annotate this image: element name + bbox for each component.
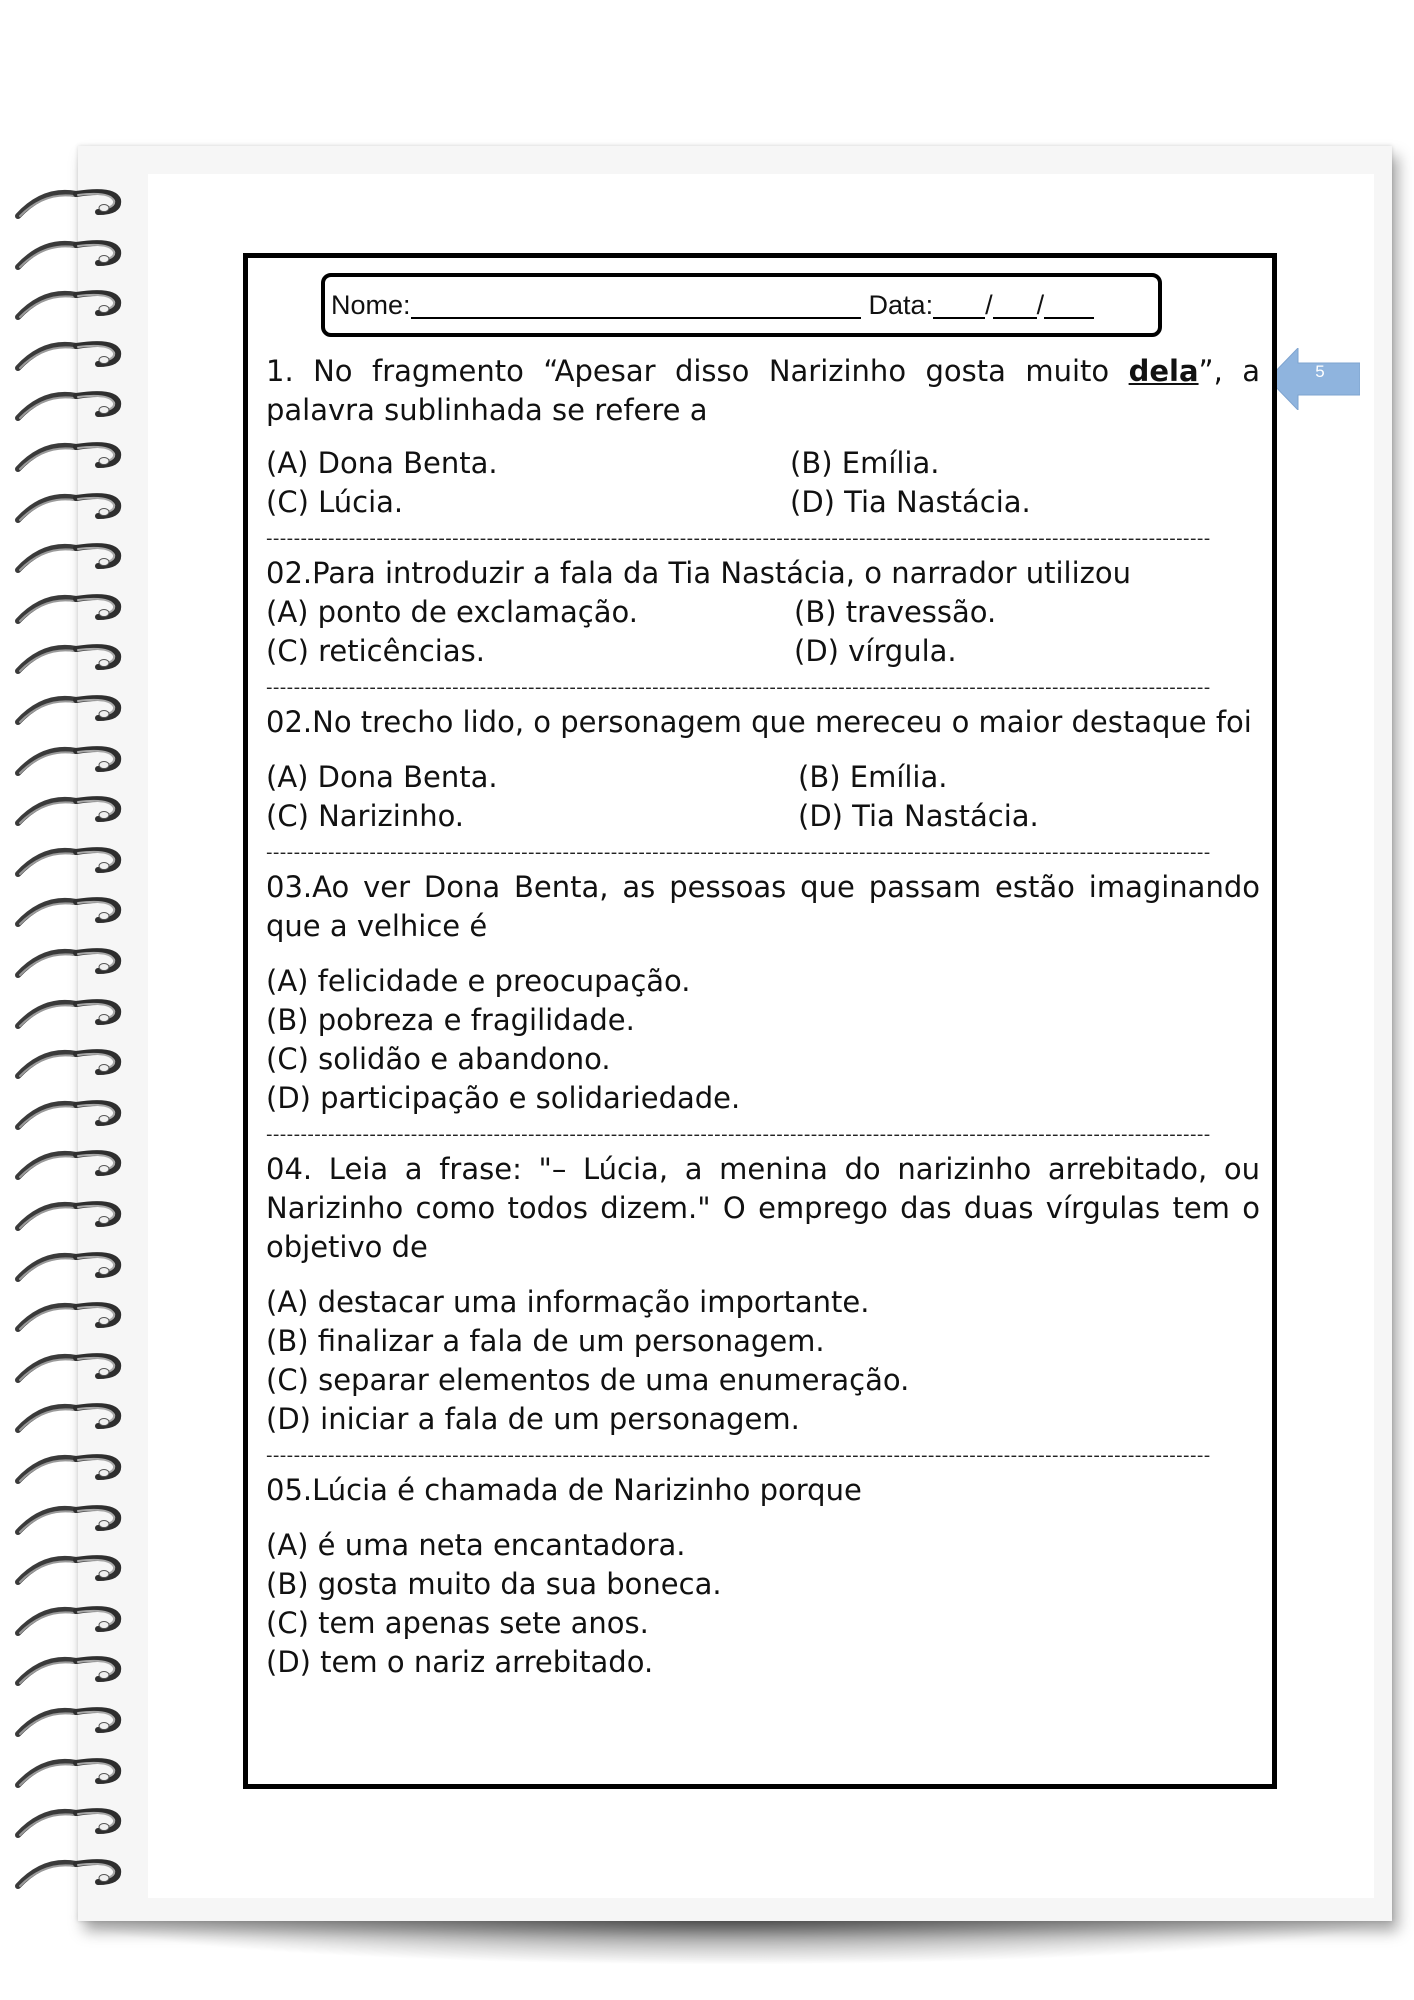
question-1 [266,352,1260,522]
spiral-coil [14,388,132,428]
spiral-coil [14,540,132,580]
spiral-coil [14,1299,132,1339]
spiral-coil [14,844,132,884]
question-text-part: ”, a palavra sublinhada se refere a [266,354,1261,427]
dashed-separator [266,844,1260,862]
spiral-coil [14,1856,132,1896]
question-text-part: 1. No fragmento “Apesar disso Narizinho gosta muito [266,354,1129,388]
date-month-field[interactable] [993,291,1037,319]
spiral-coil [14,1046,132,1086]
spiral-coil [14,1451,132,1491]
option-a[interactable]: (A) Dona Benta. [266,446,498,480]
option-d[interactable]: (D) Tia Nastácia. [798,799,1039,833]
spiral-binding [14,186,134,1886]
question-2 [266,554,1260,671]
option-b[interactable]: (B) Emília. [798,760,948,794]
option-c[interactable]: (C) Narizinho. [266,799,465,833]
option-b[interactable]: (B) Emília. [790,446,940,480]
option-a[interactable]: (A) é uma neta encantadora. [266,1528,686,1562]
spiral-coil [14,1805,132,1845]
dashed-separator [266,679,1260,697]
option-d[interactable]: (D) tem o nariz arrebitado. [266,1645,654,1679]
option-c[interactable]: (C) Lúcia. [266,485,404,519]
spiral-coil [14,1198,132,1238]
answer-options [266,1526,1260,1682]
spiral-coil [14,1249,132,1289]
student-header [321,273,1162,337]
option-row [266,483,1260,522]
spiral-coil [14,793,132,833]
underlined-word: dela [1128,354,1199,388]
option-row [266,593,1260,632]
option-c[interactable]: (C) reticências. [266,634,485,668]
option-c[interactable]: (C) solidão e abandono. [266,1042,611,1076]
spiral-coil [14,338,132,378]
spiral-coil [14,1097,132,1137]
option-d[interactable]: (D) vírgula. [794,634,957,668]
question-6 [266,1471,1260,1682]
spiral-coil [14,490,132,530]
option-row [266,797,1260,836]
question-text: 02.No trecho lido, o personagem que mereceu o maior destaque foi [266,705,1252,739]
spiral-coil [14,894,132,934]
option-row [266,758,1260,797]
question-4 [266,868,1260,1118]
spiral-coil [14,641,132,681]
option-d[interactable]: (D) Tia Nastácia. [790,485,1031,519]
name-label: Nome: [331,289,411,320]
option-a[interactable]: (A) destacar uma informação importante. [266,1285,870,1319]
option-row [266,632,1260,671]
worksheet-frame [243,253,1277,1789]
spiral-coil [14,287,132,327]
dashed-separator [266,530,1260,548]
question-text: 05.Lúcia é chamada de Narizinho porque [266,1473,862,1507]
answer-options [266,1283,1260,1439]
option-d[interactable]: (D) participação e solidariedade. [266,1081,741,1115]
question-text: 04. Leia a frase: "– Lúcia, a menina do narizinho arrebitado, ou Narizinho como todos dizem." O emprego das duas vírgulas tem o objetivo de [266,1152,1260,1264]
spiral-coil [14,439,132,479]
answer-options [266,758,1260,836]
spiral-coil [14,1653,132,1693]
question-text: 03.Ao ver Dona Benta, as pessoas que passam estão imaginando que a velhice é [266,870,1260,943]
spiral-coil [14,1350,132,1390]
option-c[interactable]: (C) tem apenas sete anos. [266,1606,649,1640]
name-field[interactable] [411,291,861,319]
answer-options [266,444,1260,522]
spiral-coil [14,1755,132,1795]
spiral-coil [14,1552,132,1592]
spiral-coil [14,591,132,631]
spiral-coil [14,692,132,732]
date-separator: / [1036,289,1045,320]
option-a[interactable]: (A) felicidade e preocupação. [266,964,691,998]
date-separator: / [985,289,993,320]
option-a[interactable]: (A) ponto de exclamação. [266,595,638,629]
spiral-coil [14,1400,132,1440]
questions-content [266,348,1260,1682]
spiral-coil [14,186,132,226]
option-b[interactable]: (B) pobreza e fragilidade. [266,1003,635,1037]
spiral-coil [14,996,132,1036]
spiral-coil [14,1147,132,1187]
date-label: Data: [868,289,934,320]
option-b[interactable]: (B) finalizar a fala de um personagem. [266,1324,825,1358]
spiral-coil [14,1502,132,1542]
question-5 [266,1150,1260,1439]
dashed-separator [266,1126,1260,1144]
page-number: 5 [1315,362,1325,381]
spiral-coil [14,945,132,985]
question-text [266,352,1260,430]
option-c[interactable]: (C) separar elementos de uma enumeração. [266,1363,910,1397]
answer-options [266,962,1260,1118]
date-year-field[interactable] [1044,291,1094,319]
question-3 [266,703,1260,836]
dashed-separator [266,1447,1260,1465]
spiral-coil [14,1603,132,1643]
question-text: 02.Para introduzir a fala da Tia Nastácia, o narrador utilizou [266,556,1132,590]
spiral-coil [14,1704,132,1744]
spiral-coil [14,743,132,783]
option-row [266,444,1260,483]
spiral-coil [14,237,132,277]
date-day-field[interactable] [933,291,985,319]
option-b[interactable]: (B) travessão. [794,595,997,629]
option-b[interactable]: (B) gosta muito da sua boneca. [266,1567,722,1601]
answer-options [266,593,1260,671]
option-d[interactable]: (D) iniciar a fala de um personagem. [266,1402,800,1436]
option-a[interactable]: (A) Dona Benta. [266,760,498,794]
